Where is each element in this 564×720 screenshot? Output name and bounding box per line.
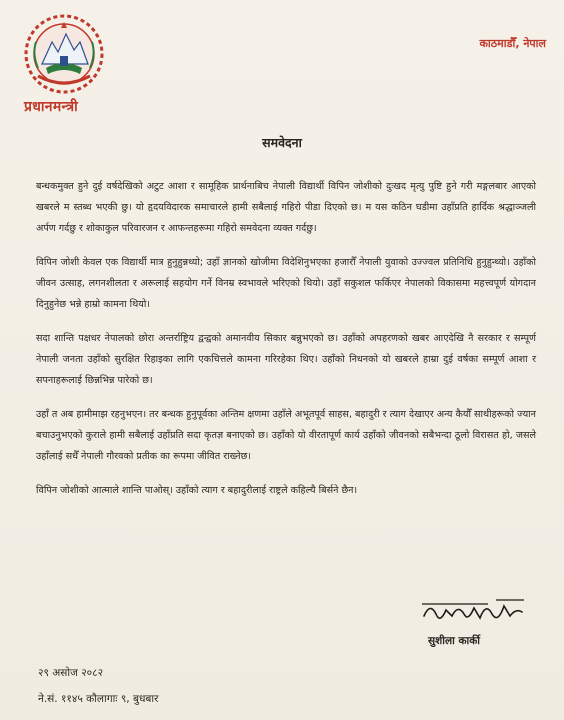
date-bikram-sambat: २९ असोज २०८२ (38, 667, 104, 679)
letter-body (36, 176, 536, 514)
paragraph: विपिन जोशी केवल एक विद्यार्थी मात्र हुनुहुन्नथ्यो; उहाँ ज्ञानको खोजीमा विदेशिनुभएका हजारौँ नेपाली युवाको उज्ज्वल प्रतिनिधि हुनुहुन्थ्यो। उहाँको जीवन उत्साह, लगनशीलता र अरूलाई सहयोग गर्ने विनम्र स्वभावले भरिएको थियो। उहाँ सकुशल फर्किएर नेपालको विकासमा महत्त्वपूर्ण योगदान दिनुहुनेछ भन्ने हाम्रो कामना थियो। (36, 257, 536, 310)
office-title: प्रधानमन्त्री (24, 99, 79, 115)
paragraph: विपिन जोशीको आत्माले शान्ति पाओस्। उहाँको त्याग र बहादुरीलाई राष्ट्रले कहिल्यै बिर्सने छैन। (36, 485, 358, 496)
handwritten-signature (418, 594, 528, 630)
signer-name: सुशीला कार्की (428, 635, 481, 647)
letter-title: समवेदना (262, 135, 302, 150)
paragraph: उहाँ त अब हामीमाझ रहनुभएन। तर बन्धक हुनुपूर्वका अन्तिम क्षणमा उहाँले अभूतपूर्व साहस, बहादुरी र त्याग देखाएर अन्य कैयौँ साथीहरूको ज्यान बचाउनुभएको कुराले हामी सबैलाई उहाँप्रति सदा कृतज्ञ बनाएको छ। उहाँको यो वीरतापूर्ण कार्य उहाँको जीवनको सबैभन्दा ठूलो विरासत हो, जसले उहाँलाई सधैँ नेपाली गौरवको प्रतीक का रूपमा जीवित राख्नेछ। (36, 409, 536, 462)
paragraph: सदा शान्ति पक्षधर नेपालको छोरा अन्तर्राष्ट्रिय द्वन्द्वको अमानवीय सिकार बन्नुभएको छ। उहाँको अपहरणको खबर आएदेखि नै सरकार र सम्पूर्ण नेपाली जनता उहाँको सुरक्षित रिहाइका लागि एकचित्तले कामना गरिरहेका थिए। उहाँको निधनको यो खबरले हाम्रा दुई वर्षका सम्पूर्ण आशा र सपनाहरूलाई छिन्नभिन्न पारेको छ। (36, 333, 536, 386)
date-nepal-sambat: ने.सं. ११४५ कौलागाः ९, बुधबार (38, 693, 159, 705)
paragraph: बन्धकमुक्त हुने दुई वर्षदेखिको अटुट आशा र सामूहिक प्रार्थनाबिच नेपाली विद्यार्थी विपिन जोशीको दुःखद मृत्यु पुष्टि हुने गरी मङ्गलबार आएको खबरले म स्तब्ध भएकी छु। यो हृदयविदारक समाचारले हामी सबैलाई गहिरो पीडा दिएको छ। म यस कठिन घडीमा उहाँप्रति हार्दिक श्रद्धाञ्जली अर्पण गर्दछु र शोकाकुल परिवारजन र आफन्तहरूमा गहिरो समवेदना व्यक्त गर्दछु। (36, 181, 536, 234)
place-label: काठमाडौँ, नेपाल (479, 37, 546, 50)
nepal-emblem-icon (22, 12, 106, 96)
